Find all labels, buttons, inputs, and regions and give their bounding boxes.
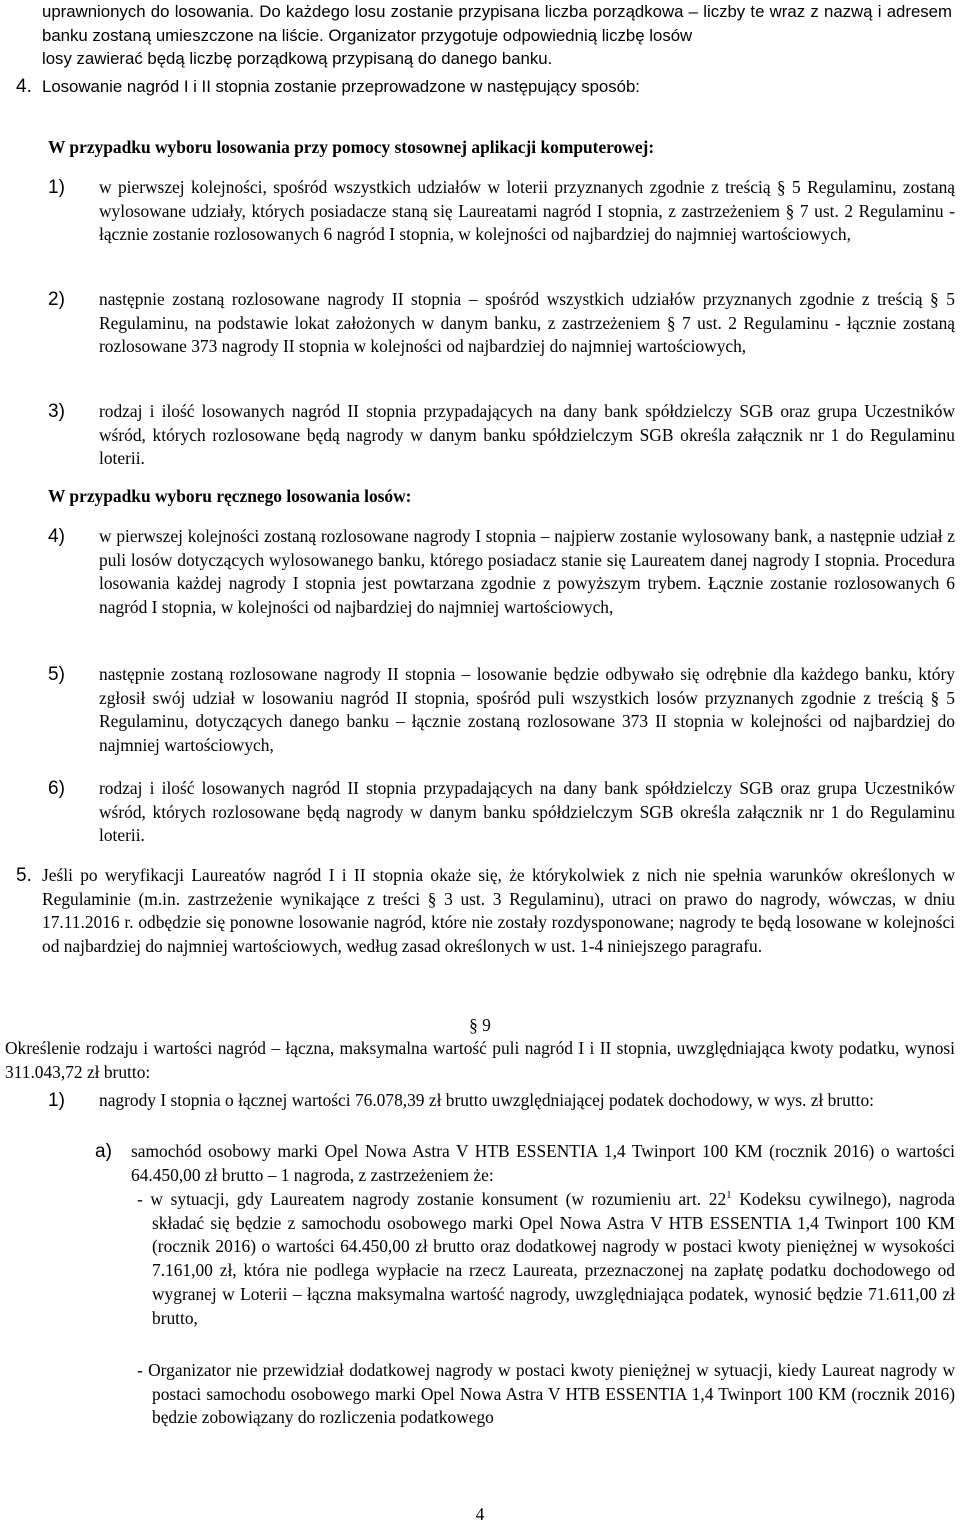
item-4-text: w pierwszej kolejności zostaną rozlosowane nagrody I stopnia – najpierw zostanie wylosowany bank, a następnie udział z puli losów dotyczących wylosowanego banku, którego posiadacz stanie się Laureatem danej nagrody I stopnia. Procedura losowania każdej nagrody I stopnia jest powtarzana zgodnie z powyższym trybem. Łącznie zostanie rozlosowanych 6 nagród I stopnia, w kolejności od najbardziej do najmniej wartościowych, <box>99 526 955 618</box>
item-3-number: 3) <box>48 401 65 422</box>
page-number: 4 <box>475 1504 485 1524</box>
prize-item-a-text: samochód osobowy marki Opel Nowa Astra V HTB ESSENTIA 1,4 Twinport 100 KM (rocznik 2016) o wartości 64.450,00 zł brutto – 1 nagroda, z zastrzeżeniem że: <box>131 1141 955 1185</box>
top-paragraph-line-1: uprawnionych do losowania. Do każdego losu zostanie przypisana liczba porządkowa – liczby te wraz z nazwą i adresem banku zostaną umieszczone na liście. Organizator przygotuje odpowiednią liczbę losów <box>42 2 952 45</box>
item-5-number: 5) <box>48 664 65 685</box>
prize-item-a-number: a) <box>95 1141 112 1162</box>
item-2-text: następnie zostaną rozlosowane nagrody II stopnia – spośród wszystkich udziałów przyznanych zgodnie z treścią § 5 Regulaminu, na podstawie lokat założonych w danym banku, z zastrzeżeniem § 7 ust. 2 Regulaminu - łącznie zostaną rozlosowane 373 nagrody II stopnia w kolejności od najbardziej do najmniej wartościowych, <box>99 289 955 357</box>
item-4-number: 4) <box>48 526 65 547</box>
top-paragraph-line-2: losy zawierać będą liczbę porządkową przypisaną do danego banku. <box>42 49 553 68</box>
prize-dash-1 <box>137 1188 955 1330</box>
section-9-intro: Określenie rodzaju i wartości nagród – łączna, maksymalna wartość puli nagród I i II stopnia, uwzględniająca kwoty podatku, wynosi 311.043,72 zł brutto: <box>5 1038 955 1082</box>
manual-heading: W przypadku wyboru ręcznego losowania losów: <box>48 486 412 506</box>
prize-item-1-text: nagrody I stopnia o łącznej wartości 76.078,39 zł brutto uwzględniającej podatek dochodowy, w wys. zł brutto: <box>99 1090 874 1110</box>
item-6-number: 6) <box>48 778 65 799</box>
point-5-number: 5. <box>16 865 32 886</box>
computer-heading: W przypadku wyboru losowania przy pomocy stosownej aplikacji komputerowej: <box>48 137 655 157</box>
item-3-text: rodzaj i ilość losowanych nagród II stopnia przypadających na dany bank spółdzielczy SGB oraz grupa Uczestników wśród, których rozlosowane będą nagrody w danym banku spółdzielczym SGB określa załącznik nr 1 do Regulaminu loterii. <box>99 401 955 469</box>
prize-dash-2: - Organizator nie przewidział dodatkowej nagrody w postaci kwoty pieniężnej w sytuacji, kiedy Laureat nagrody w postaci samochodu osobowego marki Opel Nowa Astra V HTB ESSENTIA 1,4 Twinport 100 KM (rocznik 2016) będzie zobowiązany do rozliczenia podatkowego <box>137 1360 955 1428</box>
item-1-text: w pierwszej kolejności, spośród wszystkich udziałów w loterii przyznanych zgodnie z treścią § 5 Regulaminu, zostaną wylosowane udziały, których posiadacze staną się Laureatami nagród I stopnia, z zastrzeżeniem § 7 ust. 2 Regulaminu - łącznie zostanie rozlosowanych 6 nagród I stopnia, w kolejności od najbardziej do najmniej wartościowych, <box>99 177 955 245</box>
point-4-number: 4. <box>16 76 32 97</box>
point-5-text: Jeśli po weryfikacji Laureatów nagród I i II stopnia okaże się, że którykolwiek z nich nie spełnia warunków określonych w Regulaminie (m.in. zastrzeżenie wynikające z treści § 3 ust. 3 Regulaminu), utraci on prawo do nagrody, wówczas, w dniu 17.11.2016 r. odbędzie się ponowne losowanie nagród, które nie zostały rozdysponowane; nagrody te będą losowane w kolejności od najbardziej do najmniej wartościowych, według zasad określonych w ust. 1-4 niniejszego paragrafu. <box>42 865 955 957</box>
item-1-number: 1) <box>48 177 65 198</box>
point-4-intro: Losowanie nagród I i II stopnia zostanie przeprowadzone w następujący sposób: <box>42 77 640 96</box>
item-6-text: rodzaj i ilość losowanych nagród II stopnia przypadających na dany bank spółdzielczy SGB oraz grupa Uczestników wśród, których rozlosowane będą nagrody w danym banku spółdzielczym SGB określa załącznik nr 1 do Regulaminu loterii. <box>99 778 955 846</box>
section-9-heading: § 9 <box>469 1015 491 1035</box>
prize-item-1-number: 1) <box>48 1090 65 1111</box>
item-5-text: następnie zostaną rozlosowane nagrody II stopnia – losowanie będzie odbywało się odrębnie dla każdego banku, który zgłosił swój udział w losowaniu nagród II stopnia, spośród puli wszystkich losów przyznanych zgodnie z treścią § 5 Regulaminu, dotyczących danego banku – łącznie zostaną rozlosowane 373 II stopnia w kolejności od najbardziej do najmniej wartościowych, <box>99 664 955 756</box>
prize-dash-1-pre: - w sytuacji, gdy Laureatem nagrody zostanie konsument (w rozumieniu art. 22 <box>137 1189 727 1209</box>
prize-dash-1-sup: 1 <box>726 1189 732 1202</box>
prize-dash-1-post: Kodeksu cywilnego), nagroda składać się będzie z samochodu osobowego marki Opel Nowa Astra V HTB ESSENTIA 1,4 Twinport 100 KM (rocznik 2016) o wartości 64.450,00 zł brutto oraz dodatkowej nagrody w postaci kwoty pieniężnej w wysokości 7.161,00 zł, która nie podlega wypłacie na rzecz Laureata, przeznaczonej na zapłatę podatku dochodowego od wygranej w Loterii – łączna maksymalna wartość nagrody, uwzględniająca podatek, wynosić będzie 71.611,00 zł brutto, <box>152 1189 955 1328</box>
item-2-number: 2) <box>48 289 65 310</box>
